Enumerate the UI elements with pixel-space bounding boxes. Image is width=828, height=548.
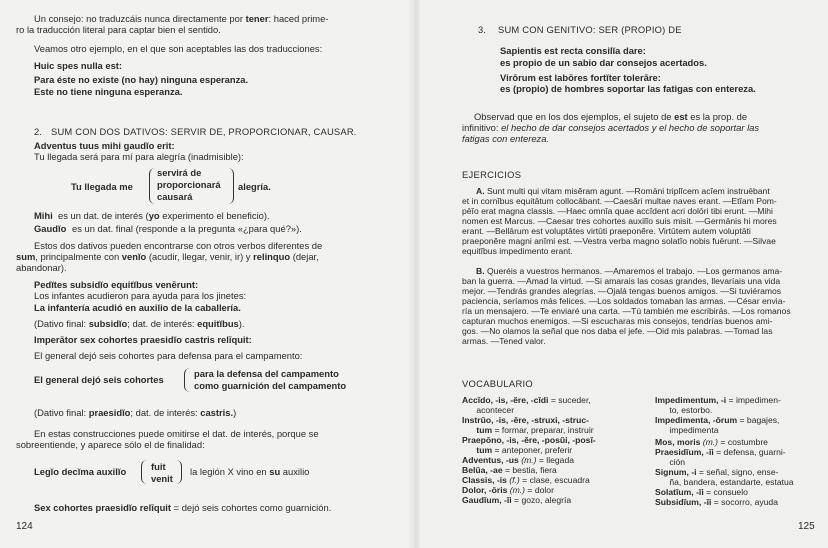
exercise-b-line: B. Queréis a vuestros hermanos. —Amaremos el trabajo. —Los germanos ama-: [476, 266, 783, 276]
veamos-text: Veamos otro ejemplo, en el que son aceptables las dos traducciones:: [34, 43, 323, 54]
exercise-a-line: et in cornĭbus equitātum collocābant. —Caesări multae naves erant. —Etĭam Pom-: [462, 196, 777, 206]
observad-line-2: infinitivo: el hecho de dar consejos acertados y el hecho de soportar las: [462, 122, 760, 133]
vocab-entry: to, estorbo.: [655, 405, 713, 415]
left-brace: [149, 168, 156, 204]
left-brace: [184, 368, 191, 392]
vocab-entry: ción: [655, 457, 686, 467]
general-text: El general dejó seis cohortes: [34, 374, 164, 385]
ejercicios-heading: EJERCICIOS: [462, 169, 522, 180]
adventus-trans: Tu llegada será para mí para alegría (inadmisible):: [34, 151, 244, 162]
construcciones-line-2: sobreentiende, y aparece sólo el de finalidad:: [16, 439, 205, 450]
brace-option-2: proporcionará: [157, 179, 221, 190]
huic-latin: Huic spes nulla est:: [34, 60, 123, 71]
example-2-trans: es (propio) de hombres soportar las fatigas con entereza.: [500, 83, 756, 94]
section-2-title: SUM CON DOS DATIVOS: SERVIR DE, PROPORCIONAR, CAUSAR.: [51, 126, 357, 137]
vocab-entry: Subsidĭum, -ĭi = socorro, ayuda: [655, 497, 778, 507]
brace-option-venit: venit: [151, 473, 173, 484]
brace-option-1: servirá de: [157, 167, 202, 178]
vocab-entry: Signum, -i = señal, signo, ense-: [655, 467, 779, 477]
sex-cohortes-text: Sex cohortes praesidĭo relīquit = dejó seis cohortes como guarnición.: [34, 502, 332, 513]
exercise-b-line: ban la guerra. —Amad la virtud. —Si amarais las cosas grandes, llevaríais una vida: [462, 276, 781, 286]
exercise-a-line: nomen est Marcus. —Caesar tres cohortes auxilĭo suis misit. —Germānis hi mores: [462, 216, 777, 226]
tu-llegada-me: Tu llegada me: [71, 181, 133, 192]
vocab-entry: acontecer: [462, 405, 515, 415]
vocab-entry: Gaudĭum, -ĭi = gozo, alegría: [462, 495, 572, 505]
mihi-note: es un dat. de interés (yo experimento el beneficio).: [58, 210, 270, 221]
peditis-latin: Pedĭtes subsidĭo equitĭbus venērunt:: [34, 279, 199, 290]
estos-line-1: Estos dos dativos pueden encontrarse con otros verbos diferentes de: [34, 240, 323, 251]
brace-option-b: como guarnición del campamento: [194, 380, 347, 391]
exercise-b-line: paciencia, seríamos más felices. —Los soldados tomaban las armas. —César envia-: [462, 296, 786, 306]
right-brace: [227, 168, 234, 204]
right-page: [420, 0, 828, 548]
brace-option-a: para la defensa del campamento: [194, 368, 339, 379]
imperator-latin: Imperātor sex cohortes praesidĭo castris relīquit:: [34, 334, 252, 345]
legio-trans: la legión X vino en su auxilio: [190, 466, 310, 477]
page-number-left: 124: [16, 521, 33, 532]
estos-line-3: abandonar).: [16, 262, 67, 273]
vocabulario-heading: VOCABULARIO: [462, 378, 534, 389]
exercise-b-line: capturan muchos enemigos. —Si escucharas mis consejos, tendrías buenos ami-: [462, 316, 773, 326]
exercise-a-line: A. Sunt multi qui vitam misĕram agunt. —Romāni triplĭcem acĭem instruēbant: [476, 186, 770, 196]
vocab-entry: Impedimentum, -i = impedimen-: [655, 395, 781, 405]
huic-trans-2: Este no tiene ninguna esperanza.: [34, 86, 183, 97]
right-brace: [175, 460, 182, 484]
exercise-b-line: gos. —No olamos la señal que nos daba el jefe. —Oid mis palabras. —Tomad las: [462, 326, 773, 336]
section-3-title: SUM CON GENITIVO: SER (PROPIO) DE: [498, 24, 682, 35]
section-2-number: 2.: [34, 126, 42, 137]
left-page: [0, 0, 412, 548]
vocab-entry: Classis, -is (f.) = clase, escuadra: [462, 475, 590, 485]
vocab-entry: Accĭdo, -is, -ĕre, -cĭdi = suceder,: [462, 395, 591, 405]
vocab-entry: Mos, moris (m.) = costumbre: [655, 437, 768, 447]
legio-text: Legĭo decĭma auxilĭo: [34, 466, 127, 477]
vocab-entry: Praepōno, -is, -ĕre, -posŭi, -posĭ-: [462, 435, 596, 445]
gaudio-note: es un dat. final (responde a la pregunta «¿para qué?»).: [72, 223, 302, 234]
alegria-word: alegría.: [238, 181, 271, 192]
intro-line-2: ro la traducción literal para captar bien el sentido.: [16, 24, 221, 35]
vocab-entry: Impedimenta, -ōrum = bagajes,: [655, 415, 780, 425]
peditis-trans: Los infantes acudieron para ayuda para los jinetes:: [34, 290, 247, 301]
vocab-entry: Dolor, -ōris (m.) = dolor: [462, 485, 554, 495]
vocab-entry: Instrŭo, -is, -ĕre, -struxi, -struc-: [462, 415, 590, 425]
dativo-note-2: (Dativo final: praesidĭo; dat. de interés: castris.): [34, 407, 237, 418]
brace-option-fuit: fuit: [151, 461, 166, 472]
intro-line-1: Un consejo: no traduzcáis nunca directamente por tener: haced prime-: [34, 13, 329, 24]
gaudio-word: Gaudĭo: [34, 223, 67, 234]
estos-line-2: sum, principalmente con venĭo (acudir, llegar, venir, ir) y relinquo (dejar,: [16, 251, 319, 262]
example-1-trans: es propio de un sabio dar consejos acertados.: [500, 57, 707, 68]
exercise-a-line: pēĭo erat magna classis. —Haec omnĭa quae accĭdent acri dolōri tibi erunt. —Mihi: [462, 206, 773, 216]
vocab-entry: Belŭa, -ae = bestia, fiera: [462, 465, 557, 475]
observad-line-1: Observad que en los dos ejemplos, el sujeto de est es la prop. de: [474, 111, 748, 122]
exercise-b-line: mejor. —Tendrás grandes alegrías. —Ojalá tengas buenos amigos. —Si tuviéramos: [462, 286, 782, 296]
example-1-latin: Sapientis est recta consilĭa dare:: [500, 45, 646, 56]
vocab-entry: tum = formar, preparar, instruir: [476, 425, 594, 435]
vocab-entry: Adventus, -us (m.) = llegada: [462, 455, 575, 465]
example-2-latin: Virōrum est labōres fortĭter tolerāre:: [500, 72, 661, 83]
exercise-a-line: equitĭbus impedimento erant.: [462, 246, 573, 256]
vocab-entry: Solatĭum, -ĭi = consuelo: [655, 487, 748, 497]
exercise-a-line: praeponĕre magni anĭmi est. —Vestra verba magno solatĭo nobis fuērunt. —Silvae: [462, 236, 776, 246]
observad-line-3: fatigas con entereza.: [462, 133, 550, 144]
exercise-b-line: armas. —Tened valor.: [462, 336, 546, 346]
imperator-trans: El general dejó seis cohortes para defensa para el campamento:: [34, 350, 303, 361]
mihi-word: Mihi: [34, 210, 53, 221]
exercise-a-line: erant. —Bellārum est voluptātes virtūti praeponĕre. Virtūtem autem voluptāti: [462, 226, 751, 236]
page-number-right: 125: [798, 521, 815, 532]
section-3-number: 3.: [478, 24, 486, 35]
dativo-note-1: (Dativo final: subsidĭo; dat. de interés: equitĭbus).: [34, 318, 245, 329]
vocab-entry: Praesidĭum, -ĭi = defensa, guarni-: [655, 447, 786, 457]
left-brace: [141, 460, 148, 484]
exercise-b-line: ría un mensajero. —Te enviaré una carta. —Tú también me escribirás. —Los romanos: [462, 306, 791, 316]
adventus-latin: Adventus tuus mihi gaudĭo erit:: [34, 140, 175, 151]
construcciones-line-1: En estas construcciones puede omitirse el dat. de interés, porque se: [34, 428, 319, 439]
vocab-entry: impedimenta: [655, 425, 719, 435]
peditis-trans-2: La infantería acudió en auxilio de la caballería.: [34, 302, 241, 313]
brace-option-3: causará: [157, 191, 193, 202]
vocab-entry: tum = anteponer, preferir: [476, 445, 573, 455]
huic-trans-1: Para éste no existe (no hay) ninguna esperanza.: [34, 74, 249, 85]
vocab-entry: ña, bandera, estandarte, estatua: [655, 477, 794, 487]
